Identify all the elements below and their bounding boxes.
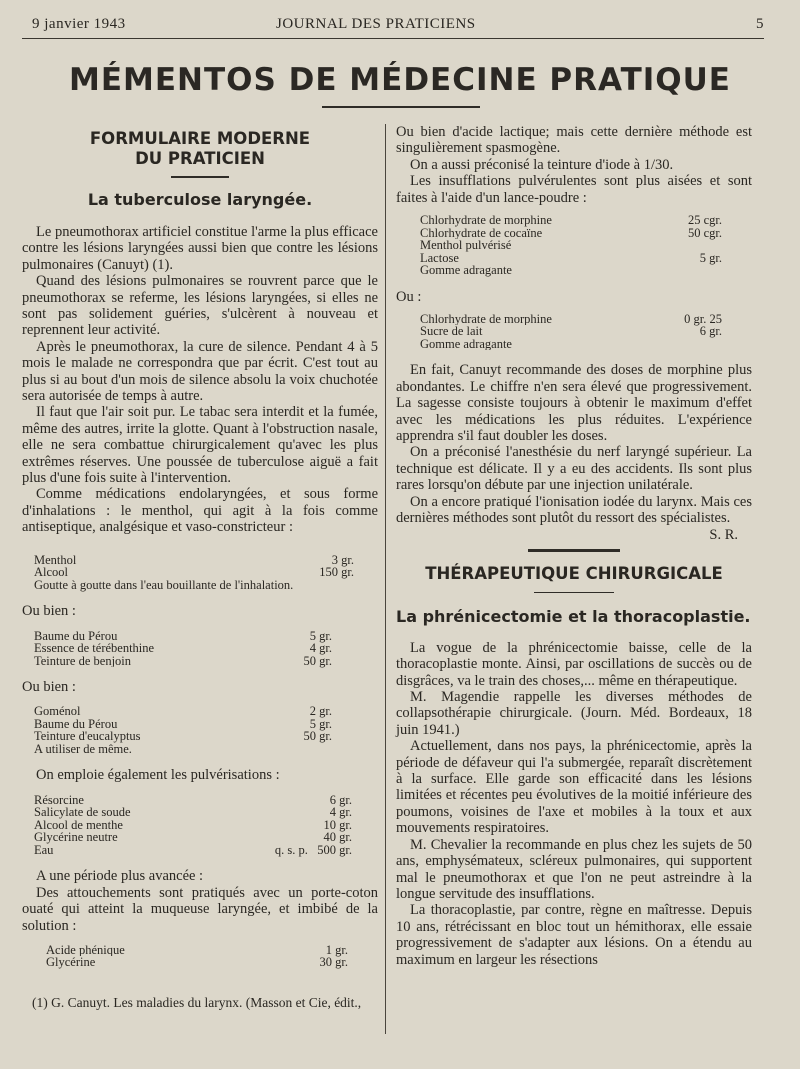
header-page-number: 5 — [756, 16, 764, 32]
recipe-line — [34, 705, 332, 718]
ingredient-name: Glycérine — [46, 956, 96, 969]
recipe-line — [34, 794, 352, 807]
recipe-line — [34, 718, 332, 731]
ingredient-qty: 3 gr. — [331, 552, 354, 567]
ingredient-qty: 4 gr. — [329, 805, 352, 820]
recipe-line — [34, 642, 332, 655]
alternative-label: Ou : — [396, 288, 422, 305]
recipe-line — [420, 239, 722, 252]
ingredient-qty: 2 gr. — [309, 704, 332, 719]
section-heading-formulaire — [22, 129, 378, 169]
paragraph: Ou bien d'acide lactique; mais cette dernière méthode est singulièrement spasmogène. — [396, 124, 752, 157]
recipe-line — [46, 956, 348, 969]
paragraph: Il faut que l'air soit pur. Le tabac sera interdit et la fumée, même des autres, irrite la glotte. Quant à l'obstruction nasale, elle ne sera combattue chirurgicalement qu'avec les plus extrêmes réserves. Une poussée de tuberculose aiguë a fait plus d'une fois suite à l'intervention. — [22, 404, 378, 486]
recipe-line — [420, 252, 722, 265]
ingredient-name: Gomme adragante — [420, 337, 512, 351]
ingredient-name: Salicylate de soude — [34, 806, 131, 819]
paragraph: M. Magendie rappelle les diverses méthodes de collapsothérapie chirurgicale. (Journ. Méd. Bordeaux, 18 juin 1941.) — [396, 689, 752, 738]
section-rule — [534, 592, 614, 594]
paragraph: On a préconisé l'anesthésie du nerf laryngé supérieur. La technique est délicate. Il y a eu des accidents. Ils sont plus rares lorsqu'on débute par une injection unilatérale. — [396, 444, 752, 494]
paragraph: On a encore pratiqué l'ionisation iodée du larynx. Mais ces dernières méthodes sont plutôt du ressort des spécialistes. — [396, 493, 752, 527]
ingredient-name: Sucre de lait — [420, 325, 483, 338]
ingredient-name: Teinture d'eucalyptus — [34, 730, 141, 743]
ingredient-name: Acide phénique — [46, 943, 125, 957]
recipe-line — [420, 313, 722, 326]
recipe-line — [46, 944, 348, 957]
paragraph: On a aussi préconisé la teinture d'iode à 1/30. — [410, 156, 674, 173]
ingredient-name: Alcool — [34, 566, 69, 579]
ingredient-name: Chlorhydrate de morphine — [420, 312, 552, 326]
paragraph: Après le pneumothorax, la cure de silence. Pendant 4 à 5 mois le malade ne correspondra que par écrit. C'est tout au plus si au bout d'un mois de silence absolu la voix chuchotée sera autorisée de temps à autre. — [22, 338, 378, 404]
paragraph: La thoracoplastie, par contre, règne en maîtresse. Depuis 10 ans, rétrécissant en bloc tout un hémithorax, elle essaie progressivement de s'adapter aux lésions. On a étendu au maximum en largeur les résections — [396, 902, 752, 968]
recipe-line — [34, 655, 332, 668]
recipe-gomenol — [34, 705, 332, 755]
ingredient-name: Menthol — [34, 553, 77, 567]
ingredient-qty: 5 gr. — [309, 628, 332, 643]
recipe-menthol — [34, 554, 354, 592]
recipe-insufflation — [420, 214, 722, 277]
recipe-line — [34, 819, 352, 832]
paragraph: Les insufflations pulvérulentes sont plus aisées et sont faites à l'aide d'un lance-poudre : — [396, 173, 752, 206]
recipe-sucre — [420, 313, 722, 351]
recipe-line — [34, 831, 352, 844]
ingredient-name: Baume du Pérou — [34, 717, 118, 731]
alternative-label: Ou bien : — [22, 603, 76, 620]
recipe-line — [34, 566, 354, 579]
ingredient-name: Menthol pulvérisé — [420, 239, 512, 252]
ingredient-qty: 40 gr. — [323, 830, 352, 845]
paragraph: Quand des lésions pulmonaires se rouvrent parce que le pneumothorax se referme, les lésions laryngées, si elles ne sont pas solidement guéries, s'ulcèrent à nouveau et reprennent leur activité. — [22, 273, 378, 339]
ingredient-qty: 5 gr. — [699, 250, 722, 265]
author-signature: S. R. — [709, 526, 738, 543]
recipe-line — [34, 554, 354, 567]
article-subtitle: La phrénicectomie et la thoracoplastie. — [396, 607, 751, 627]
ingredient-qty: 0 gr. 25 — [684, 311, 722, 326]
ingredient-qty: q. s. p. 500 gr. — [274, 842, 352, 857]
section-heading-line2: DU PRATICIEN — [135, 149, 265, 168]
title-rule — [322, 106, 480, 108]
paragraph: En fait, Canuyt recommande des doses de morphine plus abondantes. Le chiffre n'en sera élevé que progressivement. La sagesse consiste toujours à obtenir le maximum d'effet avec les médications les plus réduites. L'expérience apprendra s'il faut doubler les doses. — [396, 362, 752, 445]
paragraph: La vogue de la phrénicectomie baisse, celle de la thoracoplastie monte. Ainsi, par oscillations de succès ou de disgrâces, va le train des choses,... même en thérapeutique. — [396, 639, 752, 689]
ingredient-qty: 1 gr. — [325, 942, 348, 957]
ingredient-name: Baume du Pérou — [34, 629, 118, 643]
column-divider — [385, 124, 386, 1034]
recipe-attouchement — [46, 944, 348, 969]
recipe-line — [420, 264, 722, 277]
alternative-label: Ou bien : — [22, 679, 76, 696]
recipe-pulverisation — [34, 794, 352, 857]
ingredient-qty: 50 cgr. — [687, 225, 722, 240]
article-subtitle: La tuberculose laryngée. — [87, 189, 313, 209]
ingredient-name: Chlorhydrate de cocaïne — [420, 226, 543, 240]
header-date: 9 janvier 1943 — [32, 16, 126, 32]
ingredient-qty: 6 gr. — [699, 324, 722, 339]
paragraph: Comme médications endolaryngées, et sous forme d'inhalations : le menthol, qui agit à la fois comme antiseptique, analgésique et vaso-constricteur : — [22, 486, 378, 536]
ingredient-name: Lactose — [420, 251, 459, 265]
ingredient-name: Goménol — [34, 705, 81, 718]
ingredient-qty: 10 gr. — [323, 817, 352, 832]
left-column — [22, 124, 378, 969]
section-heading-line1: FORMULAIRE MODERNE — [89, 129, 311, 148]
header-journal: JOURNAL DES PRATICIENS — [276, 16, 476, 32]
page-title: MÉMENTOS DE MÉDECINE PRATIQUE — [68, 62, 731, 98]
recipe-line — [420, 338, 722, 351]
paragraph: A une période plus avancée : — [36, 868, 204, 885]
paragraph: Des attouchements sont pratiqués avec un porte-coton ouaté qui atteint la muqueuse laryngée, et imbibé de la solution : — [22, 884, 378, 934]
right-column — [396, 124, 752, 968]
ingredient-qty: 6 gr. — [329, 792, 352, 807]
recipe-line — [420, 214, 722, 227]
recipe-line — [420, 227, 722, 240]
paragraph: Actuellement, dans nos pays, la phrénicectomie, après la période de défaveur qui l'a submergée, reparaît discrètement à la surface. Elle garde son efficacité dans les lésions limitées et récentes peu évolutives de la moitié inférieure des poumons, voisines de l'axe et mobiles à la toux et aux mouvements respiratoires. — [396, 738, 752, 837]
ingredient-qty: 5 gr. — [309, 716, 332, 731]
ingredient-qty: 25 cgr. — [687, 213, 722, 228]
ingredient-qty: 50 gr. — [303, 729, 332, 744]
ingredient-name: Chlorhydrate de morphine — [420, 214, 552, 227]
footnote: (1) G. Canuyt. Les maladies du larynx. (Masson et Cie, édit., — [32, 995, 362, 1010]
recipe-baume — [34, 630, 332, 668]
ingredient-qty: 30 gr. — [319, 955, 348, 970]
recipe-line — [420, 325, 722, 338]
ingredient-name: Alcool de menthe — [34, 818, 123, 832]
recipe-line — [34, 630, 332, 643]
ingredient-qty: 150 gr. — [319, 565, 354, 580]
paragraph: On emploie également les pulvérisations : — [36, 767, 280, 784]
ingredient-qty: 4 gr. — [309, 641, 332, 656]
section-separator — [528, 549, 620, 552]
recipe-line — [34, 844, 352, 857]
ingredient-qty: 50 gr. — [303, 653, 332, 668]
ingredient-name: Eau — [34, 843, 54, 857]
ingredient-name: Résorcine — [34, 793, 84, 807]
recipe-note: Goutte à goutte dans l'eau bouillante de l'inhalation. — [34, 577, 294, 592]
ingredient-name: Teinture de benjoin — [34, 654, 132, 668]
recipe-note: A utiliser de même. — [34, 741, 132, 756]
ingredient-name: Gomme adragante — [420, 264, 512, 277]
paragraph: M. Chevalier la recommande en plus chez les sujets de 50 ans, emphysémateux, scléreux pulmonaires, qui supportent mal le pneumothorax et que l'on ne peut astreindre à la longue servitude des insufflations. — [396, 836, 752, 902]
ingredient-name: Essence de térébenthine — [34, 642, 155, 655]
section-heading-therapeutique: THÉRAPEUTIQUE CHIRURGICALE — [425, 563, 723, 583]
ingredient-name: Glycérine neutre — [34, 831, 118, 844]
recipe-line — [34, 806, 352, 819]
running-header — [22, 16, 764, 39]
paragraph: Le pneumothorax artificiel constitue l'arme la plus efficace contre les lésions laryngées aussi bien que contre les lésions pulmonaires (Canuyt) (1). — [22, 223, 378, 273]
section-rule — [171, 176, 229, 178]
